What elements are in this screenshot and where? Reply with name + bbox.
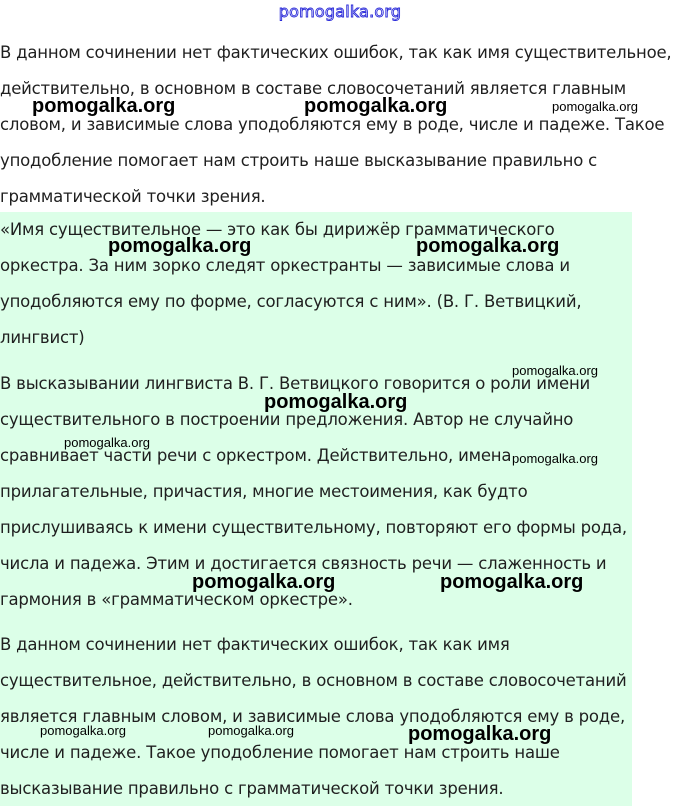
watermark: pomogalka.org xyxy=(512,363,598,378)
watermark: pomogalka.org xyxy=(440,571,584,593)
watermark: pomogalka.org xyxy=(512,451,598,466)
watermark: pomogalka.org xyxy=(552,99,638,114)
essay-paragraph-1: В данном сочинении нет фактических ошибок, так как имя существительное, действительно, в основном в составе словосочетаний является главным словом, и зависимые слова уподобляются ему в роде, числе и падеже. Такое уподобление помогает нам строить наше высказывание правильно с грамматической точки зрения. xyxy=(0,43,672,206)
watermark: pomogalka.org xyxy=(416,235,560,257)
essay-paragraph-3: В данном сочинении нет фактических ошибок, так как имя существительное, действительно, в основном в составе словосочетаний является главным словом, и зависимые слова уподобляются ему в роде, числе и падеже. Такое уподобление помогает нам строить наше высказывание правильно с грамматической точки зрения. xyxy=(0,635,627,798)
watermark: pomogalka.org xyxy=(208,723,294,738)
site-logo[interactable]: pomogalka.org xyxy=(278,2,402,21)
watermark: pomogalka.org xyxy=(40,723,126,738)
quote-paragraph: «Имя существительное — это как бы дирижёр грамматического оркестра. За ним зорко следят оркестранты — зависимые слова и уподобляются ему по форме, согласуются с ним». (В. Г. Ветвицкий, лингвист) xyxy=(0,220,582,347)
watermark: pomogalka.org xyxy=(64,435,150,450)
watermark: pomogalka.org xyxy=(264,391,408,413)
watermark: pomogalka.org xyxy=(192,571,336,593)
essay-paragraph-2: В высказывании лингвиста В. Г. Ветвицкого говорится о роли имени существительного в построении предложения. Автор не случайно сравнивает части речи с оркестром. Действительно, имена прилагательные, причастия, многие местоимения, как будто прислушиваясь к имени существительному, повторяют его формы рода, числа и падежа. Этим и достигается связность речи — слаженность и гармония в «грамматическом оркестре». xyxy=(0,374,627,609)
watermark: pomogalka.org xyxy=(108,235,252,257)
watermark: pomogalka.org xyxy=(304,95,448,117)
watermark: pomogalka.org xyxy=(408,723,552,745)
watermark: pomogalka.org xyxy=(32,95,176,117)
